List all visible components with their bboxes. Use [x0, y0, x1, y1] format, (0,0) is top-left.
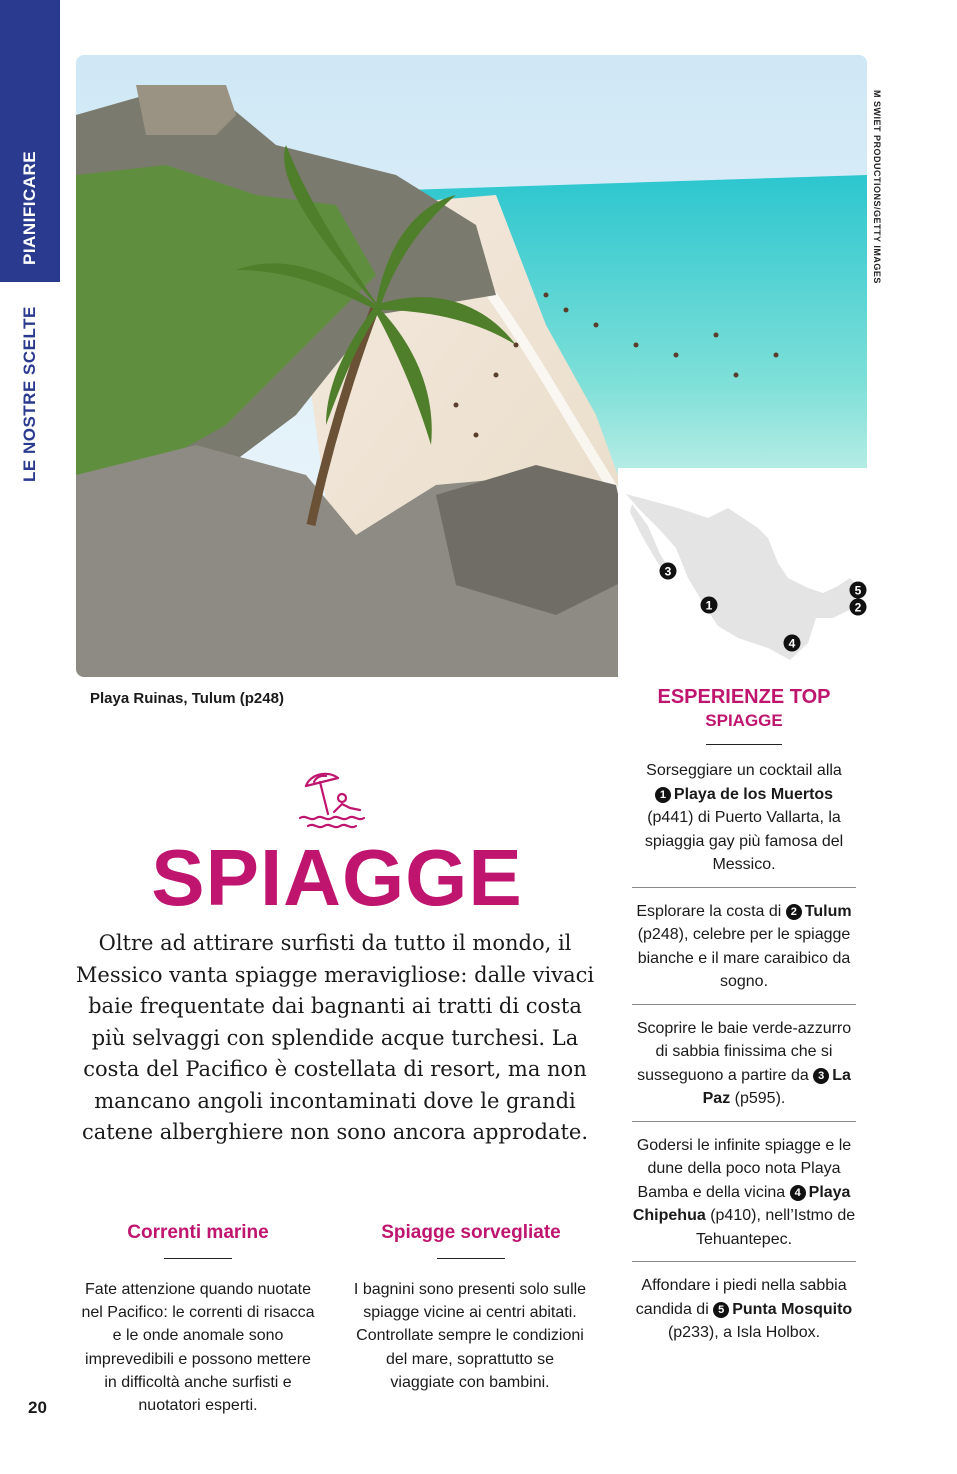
page-title: SPIAGGE	[151, 833, 523, 922]
experience-item: Affondare i piedi nella sabbia candida di 5 Punta Mosquito (p233), a Isla Holbox.	[635, 1277, 853, 1341]
intro-paragraph: Oltre ad attirare surfisti da tutto il mondo, il Messico vanta spiagge meravigliose: dalle vivaci baie frequentate dai bagnanti ai tratti di costa più selvaggi con splendide acque turchesi. La costa del Pacifico è costellata di resort, ma non mancano angoli incontaminati dove le grandi catene alberghiere non sono ancora approdate.	[75, 931, 595, 1144]
top-heading: ESPERIENZE TOP	[657, 686, 831, 708]
sidebar-heading-currents: Correnti marine	[127, 1222, 269, 1243]
map-marker-4	[784, 635, 801, 652]
sidebar-text-lifeguards: I bagnini sono presenti solo sulle spiagge vicine ai centri abitati. Controllate sempre le condizioni del mare, soprattutto se viaggiate con bambini.	[353, 1281, 587, 1391]
mexico-map	[618, 468, 878, 678]
map-marker-2	[850, 599, 867, 616]
sidebar-heading-lifeguards: Spiagge sorvegliate	[381, 1222, 561, 1243]
number-badge: 2	[786, 904, 802, 920]
svg-text:3: 3	[664, 564, 672, 579]
section-subtab-label: LE NOSTRE SCELTE	[20, 306, 39, 482]
svg-text:5: 5	[854, 583, 862, 598]
map-marker-3	[660, 563, 677, 580]
beach-umbrella-icon	[298, 768, 368, 835]
svg-text:2: 2	[854, 600, 862, 615]
top-experiences	[632, 684, 856, 1367]
photo-credit: M SWIET PRODUCTIONS/GETTY IMAGES	[872, 90, 882, 284]
number-badge: 5	[713, 1302, 729, 1318]
map-marker-5	[850, 582, 867, 599]
experience-item: Esplorare la costa di 2 Tulum (p248), celebre per le spiagge bianche e il mare caraibico da sogno.	[632, 900, 856, 1005]
section-tab-label: PIANIFICARE	[20, 150, 39, 265]
experience-item: Sorseggiare un cocktail alla 1 Playa de los Muertos (p441) di Puerto Vallarta, la spiaggia gay più famosa del Messico.	[632, 759, 856, 888]
divider	[164, 1258, 232, 1259]
experience-item: Godersi le infinite spiagge e le dune della poco nota Playa Bamba e della vicina 4 Playa Chipehua (p410), nell’Istmo de Tehuantepec.	[632, 1134, 856, 1263]
divider	[706, 744, 782, 745]
divider	[437, 1258, 505, 1259]
number-badge: 3	[813, 1068, 829, 1084]
photo-caption: Playa Ruinas, Tulum (p248)	[90, 690, 284, 707]
svg-text:4: 4	[788, 636, 796, 651]
sidebar-text-currents: Fate attenzione quando nuotate nel Pacifico: le correnti di risacca e le onde anomale sono imprevedibili e possono mettere in difficoltà anche surfisti e nuotatori esperti.	[81, 1281, 315, 1415]
map-marker-1	[701, 597, 718, 614]
number-badge: 1	[655, 787, 671, 803]
svg-text:1: 1	[705, 598, 713, 613]
page-number: 20	[28, 1398, 47, 1417]
top-subheading: SPIAGGE	[705, 711, 783, 730]
experience-item: Scoprire le baie verde-azzurro di sabbia finissima che si susseguono a partire da 3 La Paz (p595).	[632, 1017, 856, 1122]
number-badge: 4	[790, 1185, 806, 1201]
